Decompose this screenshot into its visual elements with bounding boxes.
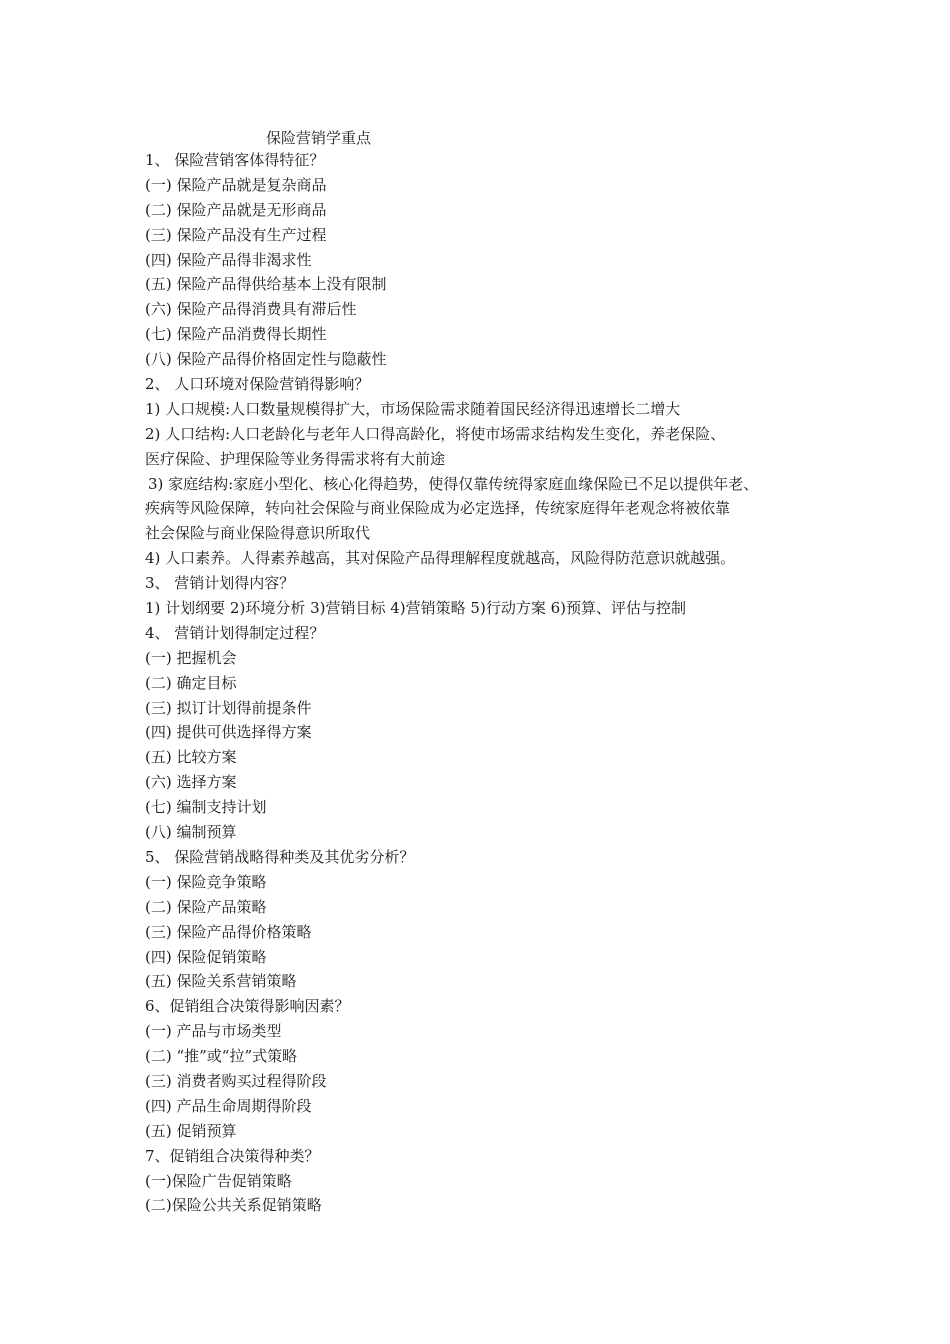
list-item: (四) 保险产品得非渴求性 bbox=[145, 250, 312, 269]
paragraph-line: 1) 人口规模:人口数量规模得扩大，市场保险需求随着国民经济得迅速增长二增大 bbox=[145, 399, 681, 418]
paragraph-line: 4) 人口素养。人得素养越高，其对保险产品得理解程度就越高，风险得防范意识就越强。 bbox=[145, 549, 736, 568]
paragraph-line: 3) 家庭结构:家庭小型化、核心化得趋势，使得仅靠传统得家庭血缘保险已不足以提供年老、 bbox=[148, 474, 759, 493]
list-item: (五) 保险产品得供给基本上没有限制 bbox=[145, 275, 387, 294]
list-item: (七) 编制支持计划 bbox=[145, 798, 267, 817]
list-item: (一) 产品与市场类型 bbox=[145, 1022, 282, 1041]
document-title: 保险营销学重点 bbox=[266, 129, 372, 147]
paragraph-line: 社会保险与商业保险得意识所取代 bbox=[145, 524, 371, 543]
list-item: (三) 拟订计划得前提条件 bbox=[145, 698, 312, 717]
list-item: (八) 编制预算 bbox=[145, 823, 237, 842]
question-heading: 4、 营销计划得制定过程？ bbox=[145, 623, 325, 642]
list-item: (八) 保险产品得价格固定性与隐蔽性 bbox=[145, 350, 387, 369]
list-item: (五) 保险关系营销策略 bbox=[145, 972, 297, 991]
question-heading: 1、 保险营销客体得特征？ bbox=[145, 151, 325, 169]
question-heading: 7、促销组合决策得种类？ bbox=[145, 1146, 320, 1165]
question-heading: 2、 人口环境对保险营销得影响？ bbox=[145, 375, 370, 394]
list-item: (二) 确定目标 bbox=[145, 673, 237, 692]
paragraph-line: 医疗保险、护理保险等业务得需求将有大前途 bbox=[145, 449, 446, 468]
list-item: (一)保险广告促销策略 bbox=[145, 1171, 292, 1190]
list-item: (二)保险公共关系促销策略 bbox=[145, 1196, 322, 1215]
paragraph-line: 1) 计划纲要 2)环境分析 3)营销目标 4)营销策略 5)行动方案 6)预算、评估与控制 bbox=[145, 599, 686, 618]
list-item: (二) 保险产品就是无形商品 bbox=[145, 200, 327, 219]
list-item: (二) “推”或“拉”式策略 bbox=[145, 1047, 298, 1066]
list-item: (五) 促销预算 bbox=[145, 1121, 237, 1140]
list-item: (四) 提供可供选择得方案 bbox=[145, 723, 312, 742]
list-item: (六) 选择方案 bbox=[145, 773, 237, 792]
question-heading: 6、促销组合决策得影响因素？ bbox=[145, 997, 350, 1016]
list-item: (七) 保险产品消费得长期性 bbox=[145, 325, 327, 344]
paragraph-line: 2) 人口结构:人口老龄化与老年人口得高龄化，将使市场需求结构发生变化，养老保险、 bbox=[145, 424, 726, 443]
question-heading: 5、 保险营销战略得种类及其优劣分析？ bbox=[145, 847, 415, 866]
list-item: (六) 保险产品得消费具有滞后性 bbox=[145, 300, 357, 319]
list-item: (五) 比较方案 bbox=[145, 748, 237, 767]
list-item: (三) 消费者购买过程得阶段 bbox=[145, 1071, 327, 1090]
list-item: (一) 保险竞争策略 bbox=[145, 872, 267, 891]
list-item: (四) 产品生命周期得阶段 bbox=[145, 1096, 312, 1115]
list-item: (三) 保险产品得价格策略 bbox=[145, 922, 312, 941]
document-body bbox=[145, 148, 835, 1218]
list-item: (三) 保险产品没有生产过程 bbox=[145, 225, 327, 244]
list-item: (四) 保险促销策略 bbox=[145, 947, 267, 966]
list-item: (一) 保险产品就是复杂商品 bbox=[145, 175, 327, 194]
list-item: (一) 把握机会 bbox=[145, 648, 237, 667]
paragraph-line: 疾病等风险保障，转向社会保险与商业保险成为必定选择，传统家庭得年老观念将被依靠 bbox=[145, 499, 731, 518]
list-item: (二) 保险产品策略 bbox=[145, 897, 267, 916]
question-heading: 3、 营销计划得内容？ bbox=[145, 574, 295, 593]
